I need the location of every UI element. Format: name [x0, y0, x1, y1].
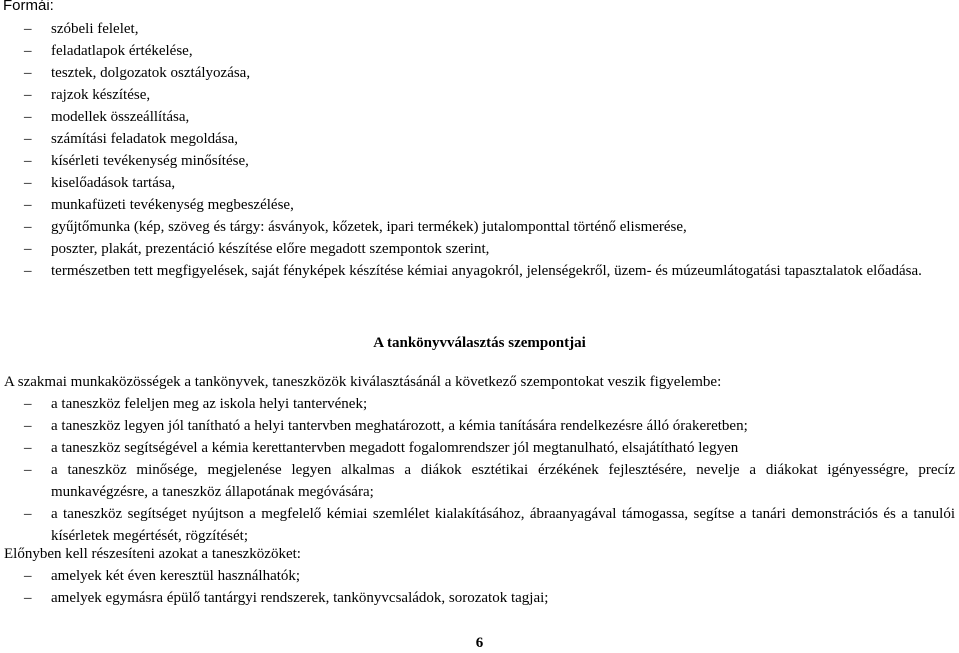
dash-bullet: –: [24, 21, 32, 37]
dash-bullet: –: [24, 241, 32, 257]
dash-bullet: –: [24, 197, 32, 213]
list-item-text: kísérleti tevékenység minősítése,: [51, 153, 249, 169]
list-item: [0, 106, 959, 128]
list-item-text: rajzok készítése,: [51, 87, 151, 103]
list-item: [0, 415, 959, 437]
list-item: [0, 62, 959, 84]
list-item: [0, 216, 959, 238]
dash-bullet: –: [24, 568, 32, 584]
dash-bullet: –: [24, 396, 32, 412]
list-item-text: a taneszköz segítségével a kémia kerettantervben megadott fogalomrendszer jól megtanulható, elsajátítható legyen: [51, 440, 739, 456]
dash-bullet: –: [24, 506, 32, 522]
list-item-text: feladatlapok értékelése,: [51, 43, 193, 59]
preference-label: Előnyben kell részesíteni azokat a taneszközöket:: [4, 546, 301, 562]
page-number: 6: [475, 635, 484, 651]
list-item: [0, 260, 959, 282]
list-item-text: amelyek egymásra épülő tantárgyi rendszerek, tankönyvcsaládok, sorozatok tagjai;: [51, 590, 549, 606]
dash-bullet: –: [24, 87, 32, 103]
list-item-text: amelyek két éven keresztül használhatók;: [51, 568, 301, 584]
list-item-text: kiselőadások tartása,: [51, 175, 176, 191]
list-item-text: szóbeli felelet,: [51, 21, 139, 37]
list-item-text: a taneszköz segítséget nyújtson a megfelelő kémiai szemlélet kialakításához, ábraanyagával támogassa, segítse a tanári demonstrációs és a tanulói kísérletek megértését, rögzítését;: [51, 506, 955, 544]
list-item: [0, 393, 959, 415]
list-item: [0, 459, 959, 503]
list-item-text: munkafüzeti tevékenység megbeszélése,: [51, 197, 294, 213]
dash-bullet: –: [24, 219, 32, 235]
list-item: [0, 587, 959, 609]
dash-bullet: –: [24, 43, 32, 59]
list-item: [0, 150, 959, 172]
list-item: [0, 503, 959, 547]
list-item-text: gyűjtőmunka (kép, szöveg és tárgy: ásványok, kőzetek, ipari termékek) jutalomponttal történő elismerése,: [51, 219, 687, 235]
forms-label: Formái:: [3, 0, 54, 14]
dash-bullet: –: [24, 263, 32, 279]
list-item: [0, 565, 959, 587]
criteria-list: [0, 393, 959, 547]
dash-bullet: –: [24, 131, 32, 147]
list-item-text: a taneszköz feleljen meg az iskola helyi tantervének;: [51, 396, 368, 412]
dash-bullet: –: [24, 440, 32, 456]
preference-list: [0, 565, 959, 609]
dash-bullet: –: [24, 418, 32, 434]
dash-bullet: –: [24, 590, 32, 606]
list-item: [0, 194, 959, 216]
list-item-text: a taneszköz minősége, megjelenése legyen alkalmas a diákok esztétikai érzékének fejlesztésére, nevelje a diákokat igényességre, precíz munkavégzésre, a taneszköz állapotának megóvására;: [51, 462, 955, 500]
list-item-text: a taneszköz legyen jól tanítható a helyi tantervben meghatározott, a kémia tanítására rendelkezésre álló órakeretben;: [51, 418, 748, 434]
list-item-text: természetben tett megfigyelések, saját fényképek készítése kémiai anyagokról, jelenségekről, üzem- és múzeumlátogatási tapasztalatok előadása.: [51, 263, 922, 279]
list-item: [0, 238, 959, 260]
list-item-text: számítási feladatok megoldása,: [51, 131, 239, 147]
section-title: A tankönyvválasztás szempontjai: [373, 335, 586, 351]
list-item: [0, 172, 959, 194]
list-item-text: poszter, plakát, prezentáció készítése előre megadott szempontok szerint,: [51, 241, 490, 257]
section-intro: A szakmai munkaközösségek a tankönyvek, taneszközök kiválasztásánál a következő szempontokat veszik figyelembe:: [4, 374, 722, 390]
list-item-text: modellek összeállítása,: [51, 109, 190, 125]
list-item: [0, 84, 959, 106]
list-item-text: tesztek, dolgozatok osztályozása,: [51, 65, 251, 81]
dash-bullet: –: [24, 109, 32, 125]
list-item: [0, 128, 959, 150]
dash-bullet: –: [24, 175, 32, 191]
list-item: [0, 437, 959, 459]
forms-list: [0, 18, 959, 282]
dash-bullet: –: [24, 153, 32, 169]
list-item: [0, 40, 959, 62]
list-item: [0, 18, 959, 40]
dash-bullet: –: [24, 462, 32, 478]
dash-bullet: –: [24, 65, 32, 81]
